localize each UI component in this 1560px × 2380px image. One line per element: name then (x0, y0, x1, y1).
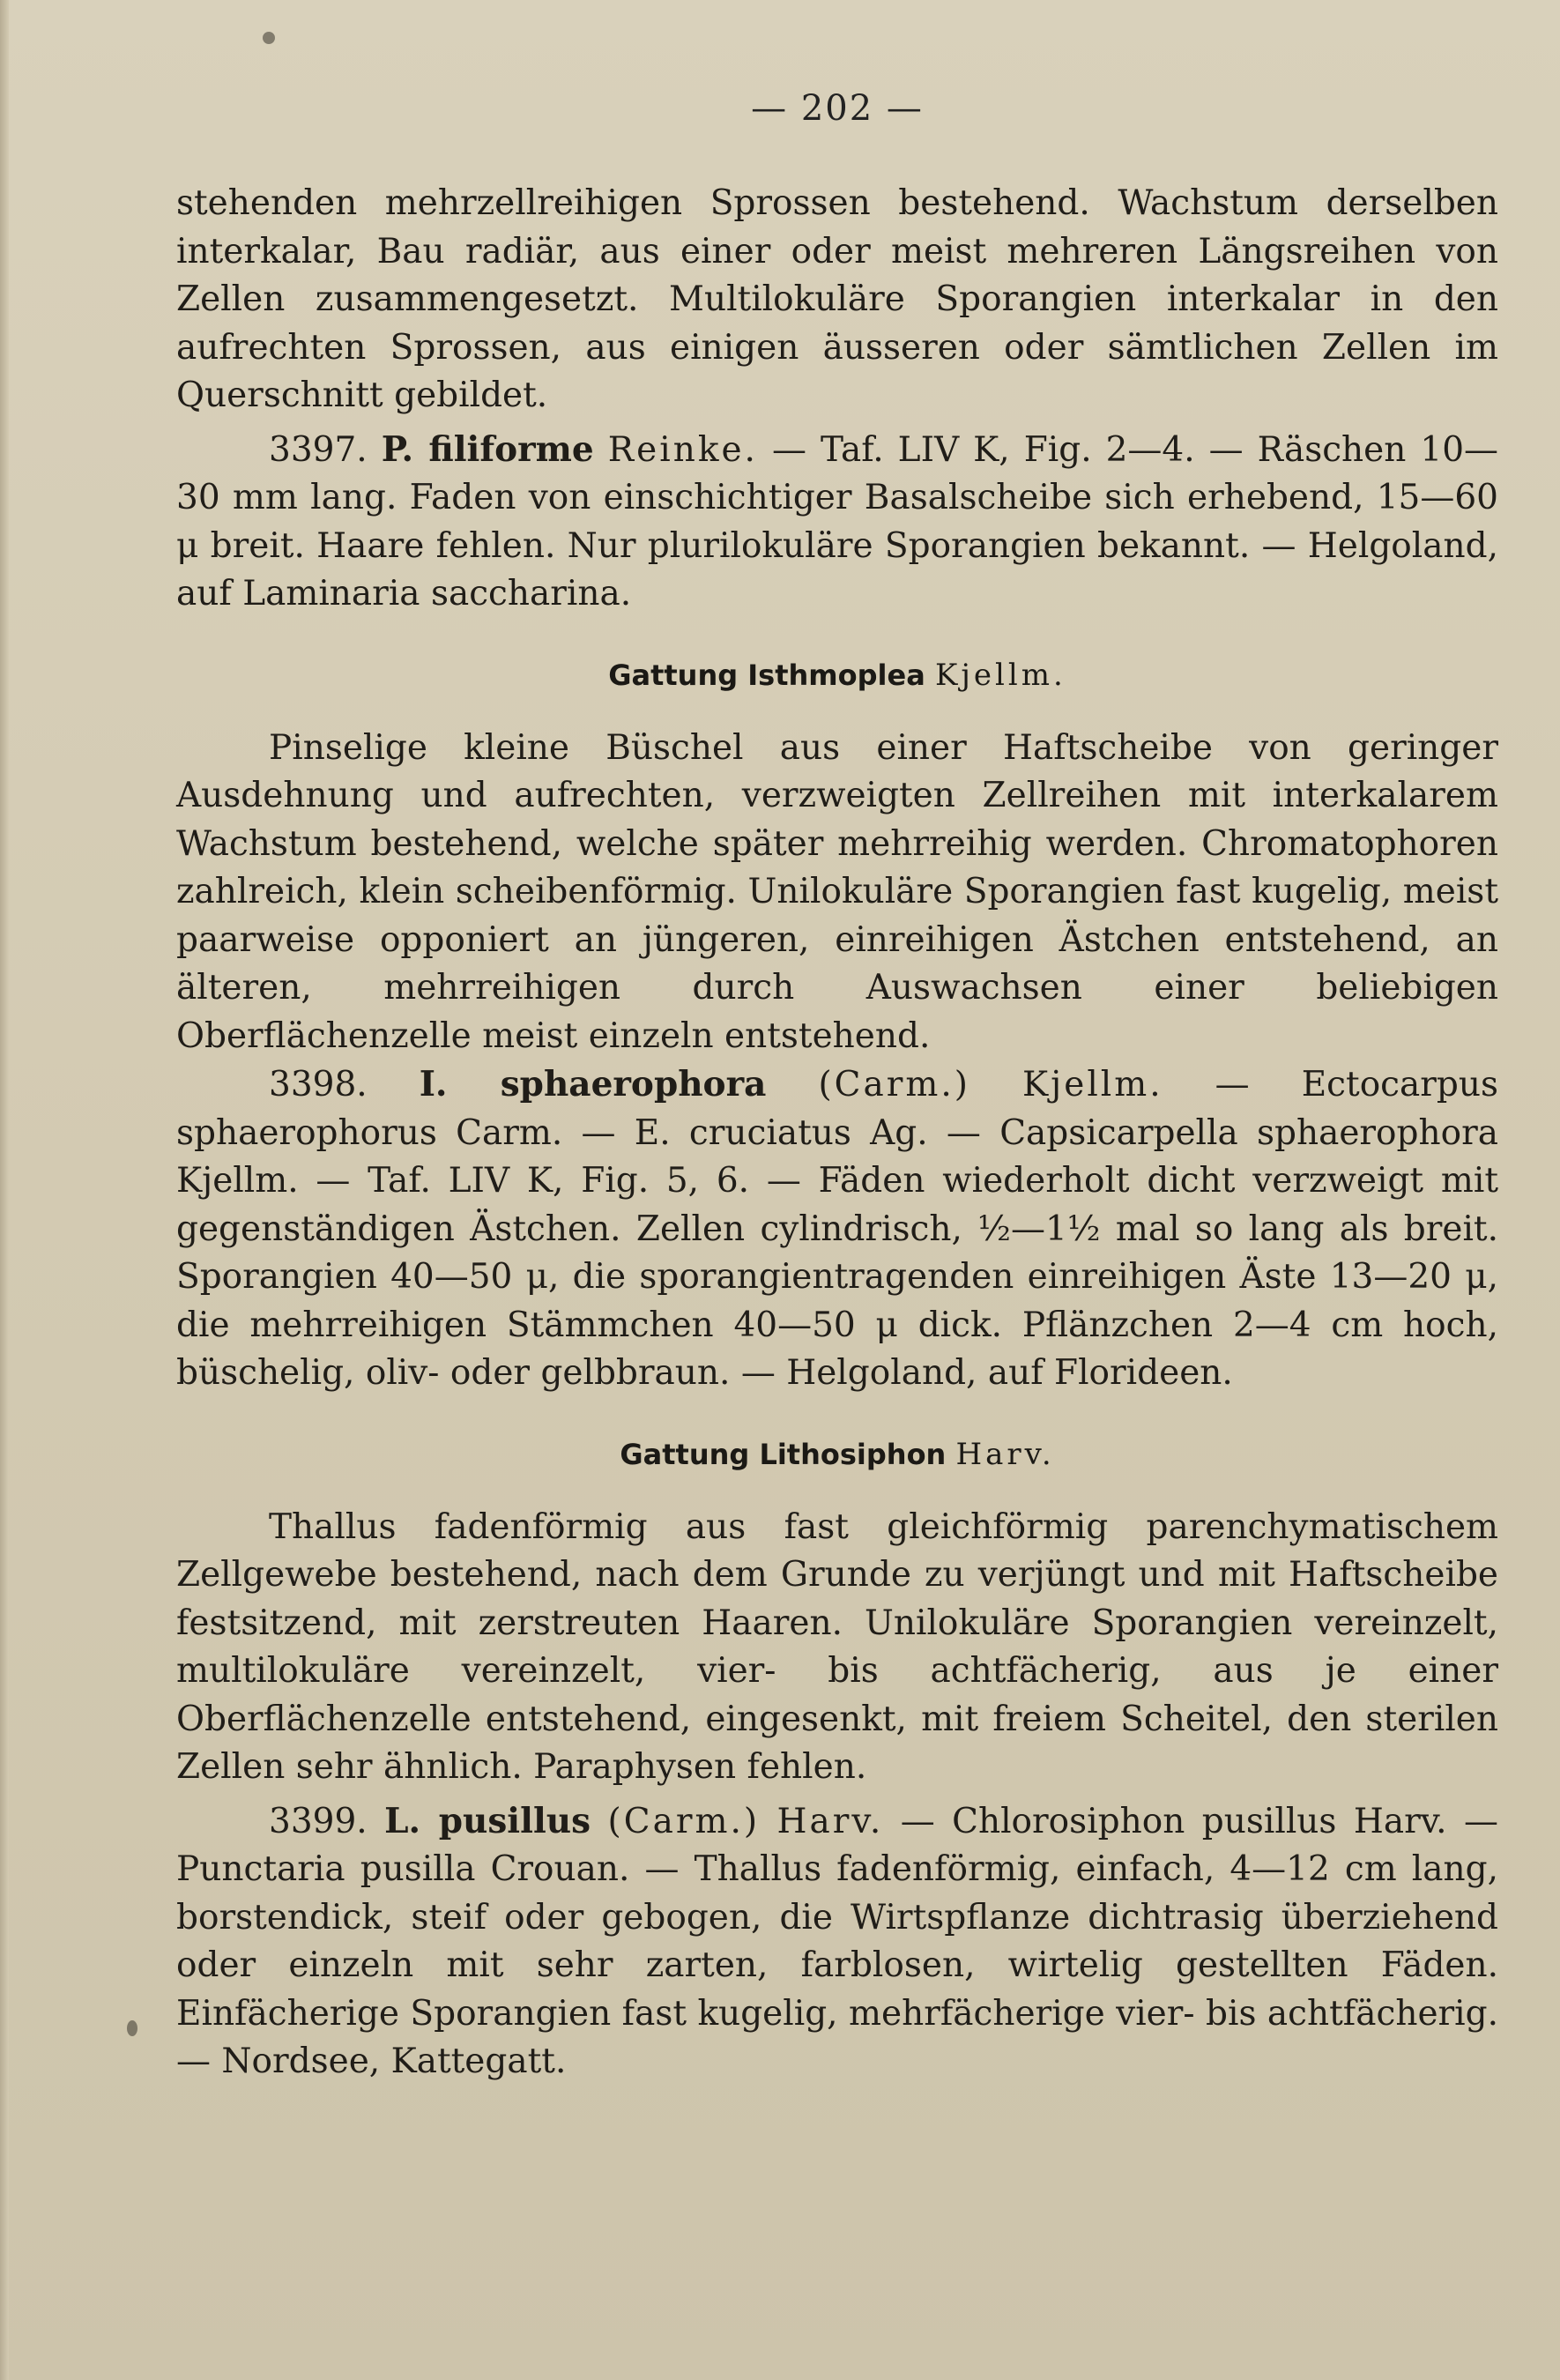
genus-author: Harv. (955, 1436, 1055, 1472)
species-entry-3398 (176, 1060, 1498, 1398)
genus-author: Kjellm. (934, 657, 1066, 693)
species-number: 3398. (269, 1065, 368, 1104)
genus-name: Gattung Isthmoplea (608, 658, 925, 692)
species-author-secondary: Harv. (776, 1801, 884, 1841)
page-content (176, 88, 1498, 2086)
page-number: — 202 — (751, 88, 924, 129)
species-entry-3399 (176, 1797, 1498, 2086)
species-author: (Carm.) (818, 1065, 970, 1104)
genus-description-isthmoplea: Pinselige kleine Büschel aus einer Haftscheibe von geringer Ausdehnung und aufrechten, verzweigten Zellreihen mit interkalarem Wachstum bestehend, welche später mehrreihig werden. Chromatophoren zahlreich, klein scheibenförmig. Unilokuläre Sporangien fast kugelig, meist paarweise opponiert an jüngeren, einreihigen Ästchen entstehend, an älteren, mehrreihigen durch Auswachsen einer beliebigen Oberflächenzelle meist einzeln entstehend. (176, 727, 1498, 1056)
species-author-secondary: Kjellm. (1022, 1065, 1163, 1104)
genus-description-lithosiphon: Thallus fadenförmig aus fast gleichförmig parenchymatischem Zellgewebe bestehend, nach dem Grunde zu verjüngt und mit Haftscheibe festsitzend, mit zerstreuten Haaren. Unilokuläre Sporangien vereinzelt, multilokuläre vereinzelt, vier- bis achtfächerig, aus je einer Oberflächenzelle entstehend, eingesenkt, mit freiem Scheitel, den sterilen Zellen sehr ähnlich. Paraphysen fehlen. (176, 1506, 1498, 1787)
species-description: — Chlorosiphon pusillus Harv. — Punctaria pusilla Crouan. — Thallus fadenförmig, einfach, 4—12 cm lang, borstendick, steif oder gebogen, die Wirtspflanze dichtrasig überziehend oder einzeln mit sehr zarten, farblosen, wirtelig gestellten Fäden. Einfächerige Sporangien fast kugelig, mehrfächerige vier- bis achtfächerig. — Nordsee, Kattegatt. (176, 1801, 1499, 2081)
genus-heading-isthmoplea (176, 658, 1498, 693)
species-description: — Ectocarpus sphaerophorus Carm. — E. cruciatus Ag. — Capsicarpella sphaerophora Kjellm. — Taf. LIV K, Fig. 5, 6. — Fäden wiederholt dicht verzweigt mit gegenständigen Ästchen. Zellen cylindrisch, ½—1½ mal so lang als breit. Sporangien 40—50 μ, die sporangientragenden einreihigen Äste 13—20 μ, die mehrreihigen Stämmchen 40—50 μ dick. Pflänzchen 2—4 cm hoch, büschelig, oliv- oder gelbbraun. — Helgoland, auf Florideen. (176, 1065, 1499, 1393)
page-edge (0, 0, 9, 2380)
species-author: Reinke. (607, 429, 758, 470)
species-number: 3397. (269, 429, 368, 470)
paragraph-continuation: stehenden mehrzellreihigen Sprossen bestehend. Wachstum derselben interkalar, Bau radiär, aus einer oder meist mehreren Längsreihen von Zellen zusammengesetzt. Multilokuläre Sporangien interkalar in den aufrechten Sprossen, aus einigen äusseren oder sämtlichen Zellen im Querschnitt gebildet. (176, 183, 1498, 415)
genus-name: Gattung Lithosiphon (620, 1437, 947, 1471)
genus-heading-lithosiphon (176, 1437, 1498, 1472)
species-author: (Carm.) (607, 1801, 761, 1841)
species-description: — Taf. LIV K, Fig. 2—4. — Räschen 10—30 mm lang. Faden von einschichtiger Basalscheibe sich erhebend, 15—60 μ breit. Haare fehlen. Nur plurilokuläre Sporangien bekannt. — Helgoland, auf Laminaria saccharina. (176, 429, 1499, 614)
species-name: P. filiforme (381, 428, 594, 470)
species-entry-3397 (176, 426, 1498, 619)
ink-speck (263, 32, 275, 44)
species-number: 3399. (269, 1801, 368, 1841)
species-name: L. pusillus (384, 1800, 591, 1841)
species-name: I. sphaerophora (419, 1064, 767, 1104)
ink-speck (127, 2020, 137, 2036)
